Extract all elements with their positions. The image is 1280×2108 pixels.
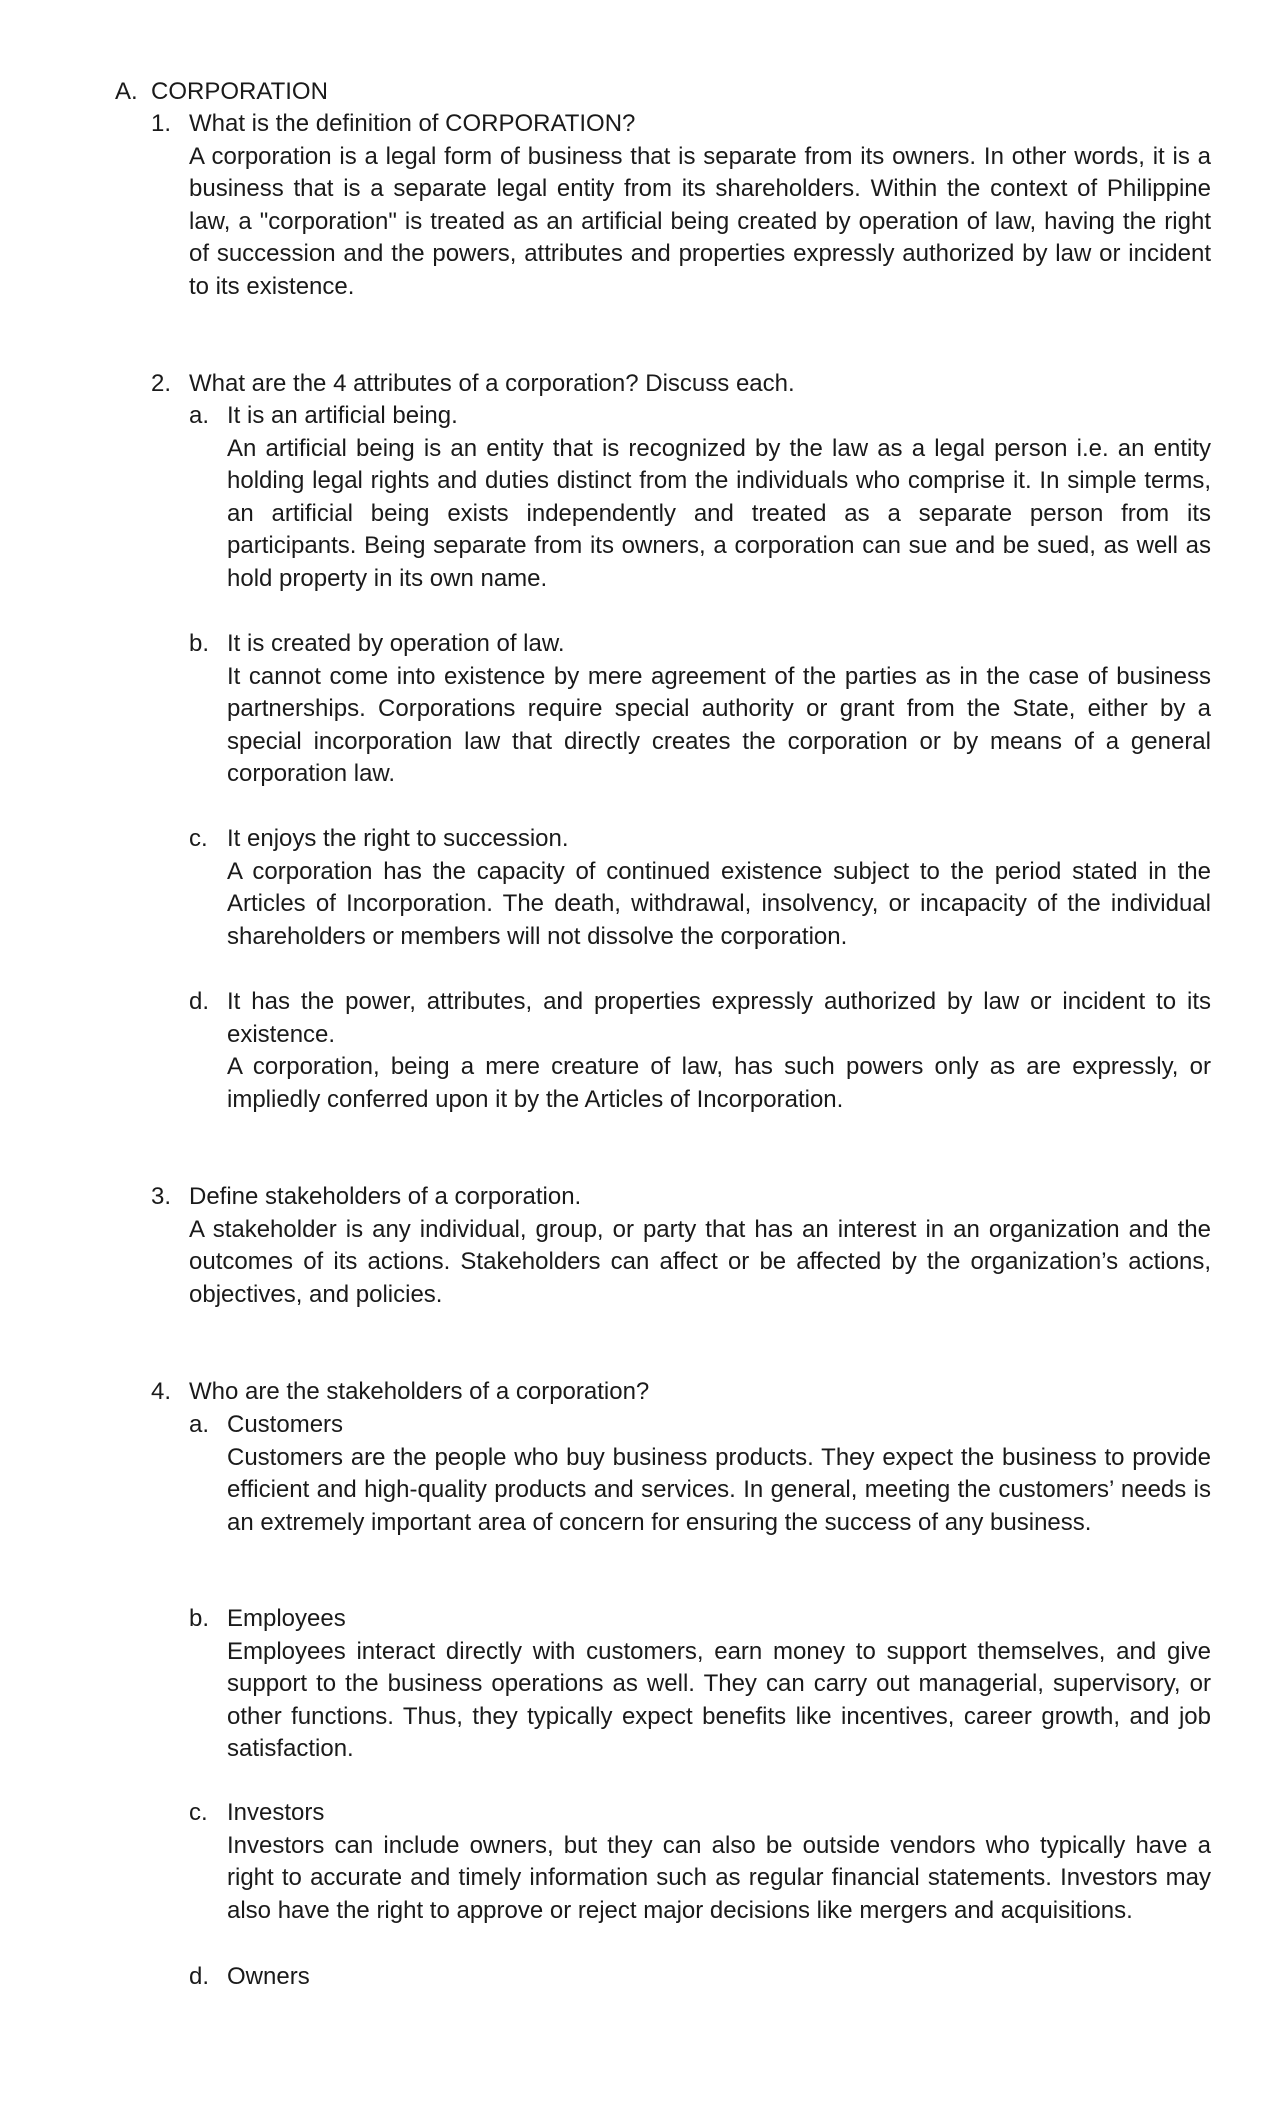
- question-4: [151, 1376, 1211, 1409]
- question-text: What are the 4 attributes of a corporation? Discuss each.: [189, 370, 795, 397]
- attribute-item: [189, 400, 1211, 596]
- question-2: [151, 368, 1211, 401]
- item-body: A corporation, being a mere creature of law, has such powers only as are expressly, or impliedly conferred upon it by the Articles of Incorporation.: [227, 1053, 1211, 1113]
- question-1: [151, 108, 1211, 304]
- section-title: CORPORATION: [151, 78, 328, 105]
- item-marker: d.: [189, 988, 210, 1015]
- attribute-item: [189, 986, 1211, 1116]
- attribute-item: [189, 823, 1211, 953]
- question-marker: 1.: [151, 110, 172, 137]
- item-title: Investors: [227, 1799, 325, 1826]
- item-marker: b.: [189, 630, 210, 657]
- item-body: Employees interact directly with customers, earn money to support themselves, and give support to the business operations as well. They can carry out managerial, supervisory, or other functions. Thus, they typically expect benefits like incentives, career growth, and job satisfaction.: [227, 1637, 1211, 1763]
- item-marker: c.: [189, 1799, 208, 1826]
- answer-text: A corporation is a legal form of business that is separate from its owners. In other words, it is a business that is a separate legal entity from its shareholders. Within the context of Philippine law, a "corporation" is treated as an artificial being created by operation of law, having the right of succession and the powers, attributes and properties expressly authorized by law or incident to its existence.: [189, 142, 1211, 300]
- attribute-item: [189, 628, 1211, 791]
- item-marker: b.: [189, 1605, 210, 1632]
- item-title: Customers: [227, 1411, 344, 1438]
- question-text: Define stakeholders of a corporation.: [189, 1183, 582, 1210]
- item-title: It is an artificial being.: [227, 402, 458, 429]
- question-3: [151, 1181, 1211, 1311]
- item-marker: a.: [189, 402, 210, 429]
- item-marker: c.: [189, 825, 208, 852]
- item-body: It cannot come into existence by mere agreement of the parties as in the case of business partnerships. Corporations require special authority or grant from the State, either by a special incorporation law that directly creates the corporation or by means of a general corporation law.: [227, 662, 1211, 788]
- question-text: Who are the stakeholders of a corporation?: [189, 1378, 650, 1405]
- answer-text: A stakeholder is any individual, group, or party that has an interest in an organization and the outcomes of its actions. Stakeholders can affect or be affected by the organization’s actions, objectives, and policies.: [189, 1215, 1211, 1308]
- item-body: Customers are the people who buy business products. They expect the business to provide efficient and high-quality products and services. In general, meeting the customers’ needs is an extremely important area of concern for ensuring the success of any business.: [227, 1443, 1211, 1536]
- item-body: Investors can include owners, but they can also be outside vendors who typically have a right to accurate and timely information such as regular financial statements. Investors may also have the right to approve or reject major decisions like mergers and acquisitions.: [227, 1831, 1211, 1924]
- question-text: What is the definition of CORPORATION?: [189, 110, 636, 137]
- item-title: It has the power, attributes, and properties expressly authorized by law or incident to its existence.: [227, 988, 1211, 1048]
- item-title: Employees: [227, 1605, 346, 1632]
- question-marker: 3.: [151, 1183, 172, 1210]
- item-marker: a.: [189, 1411, 210, 1438]
- question-marker: 4.: [151, 1378, 172, 1405]
- stakeholder-item: [189, 1409, 1211, 1539]
- stakeholder-item: [189, 1603, 1211, 1766]
- item-title: It enjoys the right to succession.: [227, 825, 569, 852]
- item-marker: d.: [189, 1963, 210, 1990]
- stakeholder-item: [189, 1797, 1211, 1927]
- section-marker: A.: [115, 78, 138, 105]
- stakeholder-item: [189, 1961, 1211, 1994]
- question-marker: 2.: [151, 370, 172, 397]
- item-body: A corporation has the capacity of continued existence subject to the period stated in the Articles of Incorporation. The death, withdrawal, insolvency, or incapacity of the individual shareholders or members will not dissolve the corporation.: [227, 857, 1211, 950]
- item-title: It is created by operation of law.: [227, 630, 565, 657]
- item-body: An artificial being is an entity that is recognized by the law as a legal person i.e. an entity holding legal rights and duties distinct from the individuals who comprise it. In simple terms, an artificial being exists independently and treated as a separate person from its participants. Being separate from its owners, a corporation can sue and be sued, as well as hold property in its own name.: [227, 434, 1211, 592]
- item-title: Owners: [227, 1963, 310, 1990]
